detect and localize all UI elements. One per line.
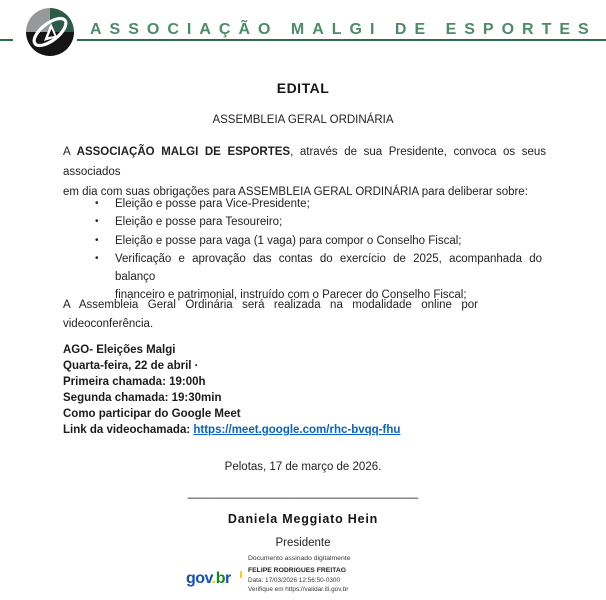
document-subtitle: ASSEMBLEIA GERAL ORDINÁRIA — [212, 114, 394, 126]
bullet-icon: • — [95, 198, 99, 209]
mode-line-2: videoconferência. — [63, 317, 154, 330]
govbr-logo-b: b — [215, 570, 225, 587]
intro-prefix: A — [63, 146, 77, 158]
agenda-item — [95, 232, 542, 250]
agenda-item — [95, 195, 542, 213]
agenda-list — [95, 195, 542, 305]
detail-date: Quarta-feira, 22 de abril · — [63, 360, 199, 372]
govbr-logo-r: r — [225, 570, 231, 587]
detail-event-name: AGO- Eleições Malgi — [63, 344, 176, 356]
signature-stamp-heading: Documento assinado digitalmente — [248, 555, 351, 562]
header-rule-left — [0, 39, 13, 41]
intro-rest: , através de sua Presidente, convoca os seus associados — [63, 146, 547, 178]
mode-paragraph — [63, 296, 478, 333]
video-link-label: Link da videochamada: — [63, 424, 194, 436]
signature-rule: ____________________________________ — [187, 487, 419, 499]
intro-org-bold: ASSOCIAÇÃO MALGI DE ESPORTES — [76, 146, 291, 158]
meeting-details — [63, 342, 546, 438]
logo-swoosh-icon — [26, 8, 74, 56]
bullet-icon: • — [95, 234, 99, 246]
association-logo-icon — [26, 8, 74, 56]
intro-paragraph — [63, 142, 546, 202]
video-call-link[interactable]: https://meet.google.com/rhc-bvqq-fhu — [193, 424, 401, 436]
bullet-icon: • — [95, 216, 99, 228]
video-link-line — [63, 422, 546, 438]
header-rule — [77, 39, 606, 41]
agenda-item-text: Eleição e posse para vaga (1 vaga) para compor o Conselho Fiscal; — [115, 234, 462, 247]
govbr-logo-gov: gov — [186, 570, 212, 587]
agenda-item-text: Eleição e posse para Vice-Presidente; — [115, 198, 310, 210]
signature-stamp-verify-url: Verifique em https://validar.iti.gov.br — [248, 586, 349, 593]
agenda-item4-line-2: financeiro e patrimonial, instruído com o Parecer do Conselho Fiscal; — [115, 289, 467, 302]
intro-line-1 — [63, 142, 546, 182]
agenda-item — [95, 213, 542, 231]
signer-name: Daniela Meggiato Hein — [227, 512, 379, 526]
detail-how-to-join: Como participar do Google Meet — [63, 408, 241, 420]
signature-stamp-signer: FELIPE RODRIGUES FREITAG — [248, 567, 347, 574]
agenda-item4-line-1: Verificação e aprovação das contas do exercício de 2025, acompanhada do balanço — [115, 252, 542, 284]
detail-first-call: Primeira chamada: 19:00h — [63, 376, 206, 388]
agenda-item-text: Eleição e posse para Tesoureiro; — [115, 216, 283, 229]
govbr-logo-dot: . — [211, 570, 216, 587]
govbr-logo-icon — [186, 571, 231, 587]
signature-stamp-date: Data: 17/03/2026 12:56:50-0300 — [248, 577, 341, 584]
mode-line-1: A Assembleia Geral Ordinária será realizada na modalidade online por — [63, 299, 478, 311]
detail-second-call: Segunda chamada: 19:30min — [63, 392, 222, 404]
document-title: EDITAL — [276, 80, 330, 96]
org-name: ASSOCIAÇÃO MALGI DE ESPORTES — [90, 21, 597, 38]
signer-role: Presidente — [275, 537, 331, 549]
bullet-icon: • — [95, 252, 99, 264]
govbr-separator — [240, 571, 242, 578]
dateline: Pelotas, 17 de março de 2026. — [224, 461, 382, 473]
intro-line-2: em dia com suas obrigações para ASSEMBLEIA GERAL ORDINÁRIA para deliberar sobre: — [63, 186, 528, 198]
